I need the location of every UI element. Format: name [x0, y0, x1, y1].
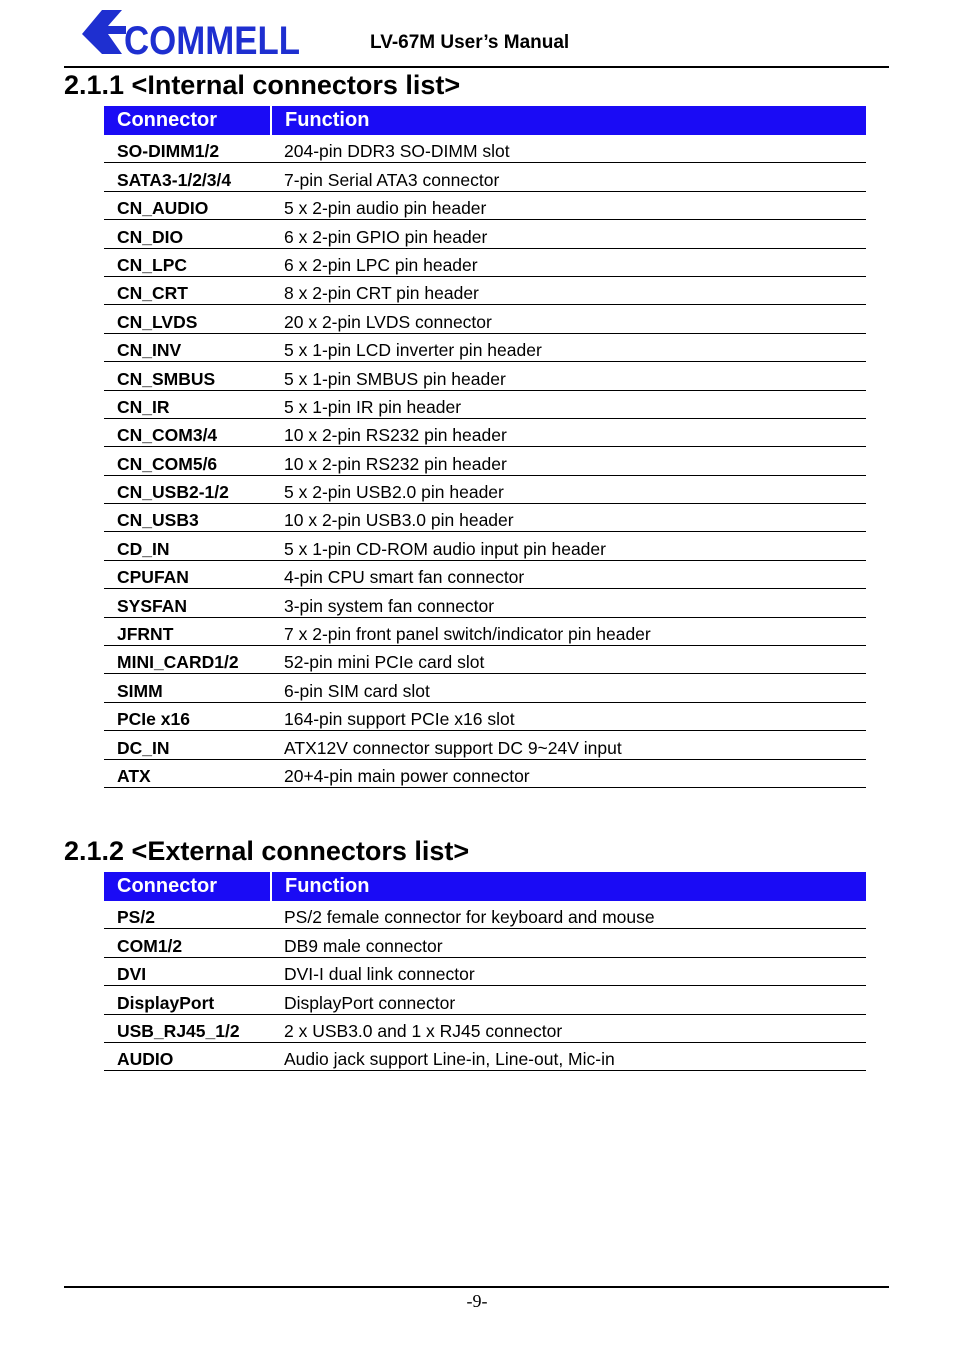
table-row: [104, 390, 866, 418]
table-row: [104, 333, 866, 361]
connector-name: COM1/2: [104, 929, 271, 957]
connector-function: 5 x 2-pin audio pin header: [271, 191, 866, 219]
table-row: [104, 560, 866, 588]
column-header-connector: Connector: [104, 106, 271, 135]
logo-arrow-icon: [82, 10, 126, 54]
connector-function: PS/2 female connector for keyboard and mouse: [271, 901, 866, 929]
internal-table-body: [104, 135, 866, 787]
page-number: -9-: [466, 1291, 488, 1311]
table-row: [104, 646, 866, 674]
connector-name: CN_CRT: [104, 276, 271, 304]
connector-function: 6 x 2-pin LPC pin header: [271, 248, 866, 276]
document-title: LV-67M User’s Manual: [370, 32, 570, 53]
connector-name: CN_IR: [104, 390, 271, 418]
connector-function: 6 x 2-pin GPIO pin header: [271, 220, 866, 248]
connector-name: PCIe x16: [104, 702, 271, 730]
connector-name: CPUFAN: [104, 560, 271, 588]
connector-function: 20+4-pin main power connector: [271, 759, 866, 787]
connector-name: SO-DIMM1/2: [104, 135, 271, 163]
table-row: [104, 929, 866, 957]
table-header-row: [104, 872, 866, 901]
connector-name: CN_AUDIO: [104, 191, 271, 219]
internal-section-title: 2.1.1 <Internal connectors list>: [64, 70, 461, 100]
connector-name: DVI: [104, 957, 271, 985]
connector-name: CN_USB3: [104, 504, 271, 532]
connector-name: SATA3-1/2/3/4: [104, 163, 271, 191]
table-row: [104, 759, 866, 787]
table-row: [104, 957, 866, 985]
connector-function: 6-pin SIM card slot: [271, 674, 866, 702]
table-row: [104, 986, 866, 1014]
connector-function: 5 x 1-pin SMBUS pin header: [271, 362, 866, 390]
table-row: [104, 617, 866, 645]
connector-name: CN_INV: [104, 333, 271, 361]
table-row: [104, 248, 866, 276]
connector-function: 5 x 2-pin USB2.0 pin header: [271, 475, 866, 503]
connector-function: 10 x 2-pin RS232 pin header: [271, 447, 866, 475]
connector-name: PS/2: [104, 901, 271, 929]
connector-function: DVI-I dual link connector: [271, 957, 866, 985]
logo-text: COMMELL: [124, 19, 300, 63]
internal-connectors-table: [104, 106, 866, 788]
column-header-connector: Connector: [104, 872, 271, 901]
connector-name: ATX: [104, 759, 271, 787]
footer-divider: [64, 1286, 889, 1288]
connector-function: Audio jack support Line-in, Line-out, Mic-in: [271, 1042, 866, 1070]
external-section-title: 2.1.2 <External connectors list>: [64, 836, 470, 866]
connector-function: 164-pin support PCIe x16 slot: [271, 702, 866, 730]
external-connectors-table: [104, 872, 866, 1071]
table-row: [104, 702, 866, 730]
connector-name: DisplayPort: [104, 986, 271, 1014]
connector-name: CN_LPC: [104, 248, 271, 276]
table-row: [104, 135, 866, 163]
connector-function: 5 x 1-pin IR pin header: [271, 390, 866, 418]
table-row: [104, 475, 866, 503]
connector-function: 4-pin CPU smart fan connector: [271, 560, 866, 588]
connector-name: SYSFAN: [104, 589, 271, 617]
connector-function: 2 x USB3.0 and 1 x RJ45 connector: [271, 1014, 866, 1042]
table-row: [104, 901, 866, 929]
connector-function: ATX12V connector support DC 9~24V input: [271, 731, 866, 759]
table-row: [104, 589, 866, 617]
external-table-body: [104, 901, 866, 1071]
connector-function: DisplayPort connector: [271, 986, 866, 1014]
connector-name: MINI_CARD1/2: [104, 646, 271, 674]
connector-name: CN_USB2-1/2: [104, 475, 271, 503]
column-header-function: Function: [271, 872, 866, 901]
connector-function: 10 x 2-pin RS232 pin header: [271, 418, 866, 446]
table-row: [104, 220, 866, 248]
column-header-function: Function: [271, 106, 866, 135]
connector-name: CN_SMBUS: [104, 362, 271, 390]
table-row: [104, 163, 866, 191]
connector-name: AUDIO: [104, 1042, 271, 1070]
table-row: [104, 305, 866, 333]
table-row: [104, 674, 866, 702]
connector-function: 7-pin Serial ATA3 connector: [271, 163, 866, 191]
connector-name: SIMM: [104, 674, 271, 702]
connector-function: 8 x 2-pin CRT pin header: [271, 276, 866, 304]
table-row: [104, 191, 866, 219]
table-header-row: [104, 106, 866, 135]
connector-function: 5 x 1-pin LCD inverter pin header: [271, 333, 866, 361]
table-row: [104, 276, 866, 304]
connector-name: CD_IN: [104, 532, 271, 560]
table-row: [104, 731, 866, 759]
connector-name: JFRNT: [104, 617, 271, 645]
table-row: [104, 504, 866, 532]
table-row: [104, 447, 866, 475]
page-header: [64, 0, 889, 68]
table-row: [104, 532, 866, 560]
table-row: [104, 1042, 866, 1070]
table-row: [104, 362, 866, 390]
connector-name: CN_LVDS: [104, 305, 271, 333]
connector-function: 5 x 1-pin CD-ROM audio input pin header: [271, 532, 866, 560]
connector-function: 20 x 2-pin LVDS connector: [271, 305, 866, 333]
connector-function: 204-pin DDR3 SO-DIMM slot: [271, 135, 866, 163]
connector-name: CN_DIO: [104, 220, 271, 248]
connector-function: 52-pin mini PCIe card slot: [271, 646, 866, 674]
connector-name: USB_RJ45_1/2: [104, 1014, 271, 1042]
connector-name: DC_IN: [104, 731, 271, 759]
table-row: [104, 1014, 866, 1042]
connector-function: 7 x 2-pin front panel switch/indicator pin header: [271, 617, 866, 645]
connector-function: DB9 male connector: [271, 929, 866, 957]
connector-name: CN_COM3/4: [104, 418, 271, 446]
connector-name: CN_COM5/6: [104, 447, 271, 475]
connector-function: 3-pin system fan connector: [271, 589, 866, 617]
table-row: [104, 418, 866, 446]
connector-function: 10 x 2-pin USB3.0 pin header: [271, 504, 866, 532]
commell-logo: [78, 4, 304, 63]
